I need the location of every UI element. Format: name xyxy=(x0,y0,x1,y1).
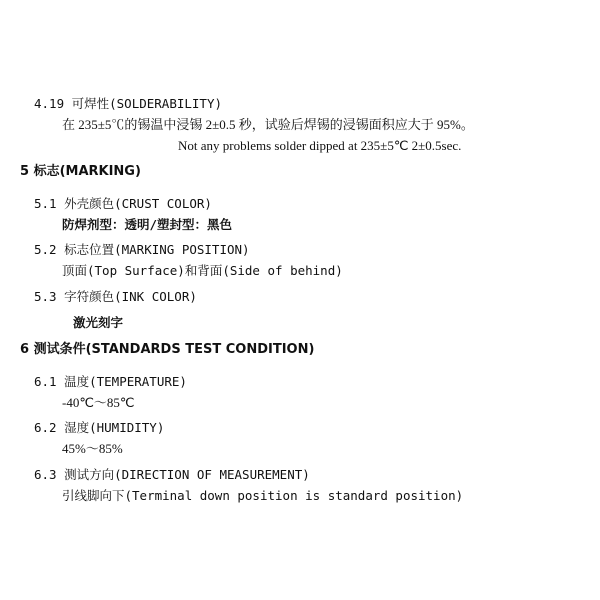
section-5-3-text: 激光刻字 xyxy=(73,315,124,330)
section-6-3-heading: 6.3 测试方向(DIRECTION OF MEASUREMENT) xyxy=(34,467,310,482)
section-6-1-text: -40℃～85℃ xyxy=(62,395,135,410)
section-4-19-text-cn: 在 235±5℃的锡温中浸锡 2±0.5 秒，试验后焊锡的浸锡面积应大于 95%。 xyxy=(62,117,474,132)
section-4-19-heading: 4.19 可焊性(SOLDERABILITY) xyxy=(34,96,223,111)
section-6-3-text: 引线脚向下(Terminal down position is standard position) xyxy=(62,488,464,503)
section-5-2-text: 顶面(Top Surface)和背面(Side of behind) xyxy=(62,263,343,278)
section-6-2-heading: 6.2 湿度(HUMIDITY) xyxy=(34,420,165,435)
section-6-2-text: 45%～85% xyxy=(62,441,123,456)
section-5-heading: 5 标志(MARKING) xyxy=(20,164,141,179)
section-5-1-text: 防焊剂型：透明/塑封型：黑色 xyxy=(62,217,233,232)
section-6-1-heading: 6.1 温度(TEMPERATURE) xyxy=(34,374,187,389)
section-6-heading: 6 测试条件(STANDARDS TEST CONDITION) xyxy=(20,342,315,357)
section-5-2-heading: 5.2 标志位置(MARKING POSITION) xyxy=(34,242,250,257)
section-4-19-text-en: Not any problems solder dipped at 235±5℃ 2±0.5sec. xyxy=(178,138,462,153)
section-5-1-heading: 5.1 外壳颜色(CRUST COLOR) xyxy=(34,196,212,211)
section-5-3-heading: 5.3 字符颜色(INK COLOR) xyxy=(34,289,197,304)
